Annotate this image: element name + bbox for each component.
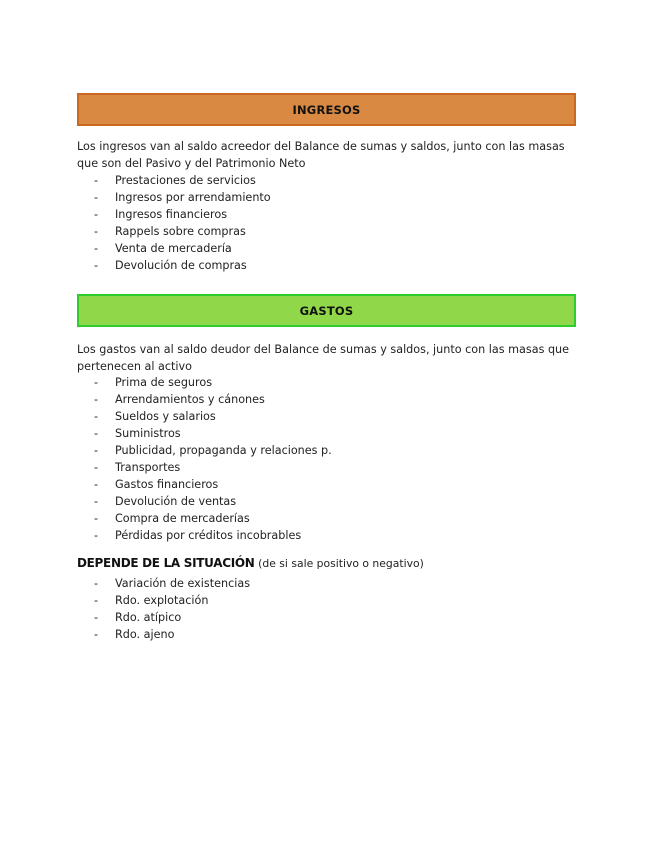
ingresos-banner [77,93,576,126]
list-dash: - [94,594,99,607]
list-item [94,425,332,442]
list-item [94,575,250,592]
list-item [94,206,271,223]
list-dash: - [94,577,99,590]
gastos-heading: GASTOS [299,303,354,318]
list-dash: - [94,225,99,238]
gastos-paragraph: Los gastos van al saldo deudor del Balance de sumas y saldos, junto con las masas que pertenecen al activo [77,343,570,373]
list-item-text: Rdo. atípico [115,611,182,624]
list-item-text: Transportes [115,461,181,474]
list-item [94,493,332,510]
ingresos-list [94,172,271,274]
list-item-text: Prestaciones de servicios [115,174,256,187]
list-item-text: Devolución de ventas [115,495,237,508]
list-item [94,609,250,626]
list-item [94,257,271,274]
list-item [94,391,332,408]
list-item-text: Gastos financieros [115,478,219,491]
list-item [94,442,332,459]
gastos-banner [77,294,576,327]
ingresos-heading: INGRESOS [292,102,361,117]
list-item-text: Rdo. ajeno [115,628,175,641]
list-dash: - [94,242,99,255]
list-dash: - [94,259,99,272]
list-dash: - [94,444,99,457]
depende-note: (de si sale positivo o negativo) [258,557,424,570]
list-dash: - [94,410,99,423]
list-dash: - [94,208,99,221]
list-item-text: Variación de existencias [115,577,251,590]
list-dash: - [94,512,99,525]
list-item [94,626,250,643]
ingresos-paragraph: Los ingresos van al saldo acreedor del Balance de sumas y saldos, junto con las masas que son del Pasivo y del Patrimonio Neto [77,140,565,170]
list-item-text: Sueldos y salarios [115,410,216,423]
list-item-text: Rdo. explotación [115,594,209,607]
list-dash: - [94,393,99,406]
list-dash: - [94,461,99,474]
list-item-text: Venta de mercadería [115,242,232,255]
list-item-text: Pérdidas por créditos incobrables [115,529,302,542]
list-item [94,240,271,257]
depende-list [94,575,250,643]
list-item [94,189,271,206]
list-item-text: Arrendamientos y cánones [115,393,265,406]
list-item [94,172,271,189]
depende-heading: DEPENDE DE LA SITUACIÓN [77,556,255,570]
list-dash: - [94,191,99,204]
list-dash: - [94,427,99,440]
list-item [94,476,332,493]
gastos-list [94,374,332,544]
list-item [94,223,271,240]
list-item [94,374,332,391]
list-dash: - [94,376,99,389]
list-dash: - [94,628,99,641]
list-item [94,510,332,527]
list-item-text: Compra de mercaderías [115,512,250,525]
list-item-text: Publicidad, propaganda y relaciones p. [115,444,332,457]
list-item [94,592,250,609]
list-dash: - [94,529,99,542]
list-item-text: Ingresos por arrendamiento [115,191,271,204]
list-item-text: Devolución de compras [115,259,247,272]
list-dash: - [94,611,99,624]
list-item [94,527,332,544]
list-dash: - [94,478,99,491]
list-item-text: Rappels sobre compras [115,225,246,238]
depende-heading-line [77,555,424,572]
list-item [94,408,332,425]
list-dash: - [94,174,99,187]
list-item [94,459,332,476]
list-dash: - [94,495,99,508]
list-item-text: Prima de seguros [115,376,213,389]
list-item-text: Suministros [115,427,181,440]
list-item-text: Ingresos financieros [115,208,228,221]
